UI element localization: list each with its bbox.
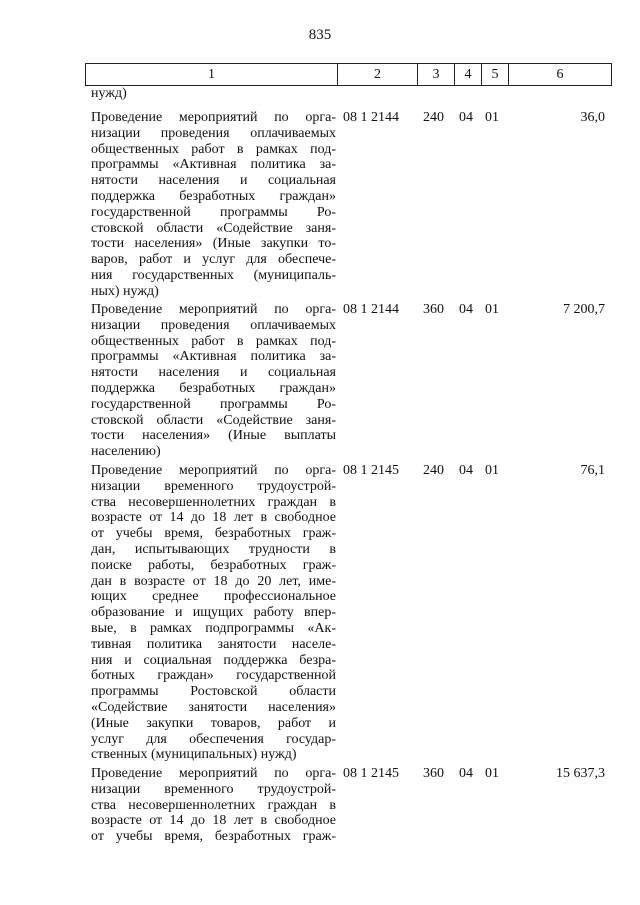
description-line: низации проведения оплачиваемых: [91, 317, 336, 333]
row-description: [91, 302, 336, 460]
description-line: Проведение мероприятий по орга-: [91, 463, 336, 478]
description-line: дан в возрасте от 18 до 20 лет, име-: [91, 573, 336, 589]
description-line: ющих среднее профессиональное: [91, 589, 336, 605]
description-line: ния и социальная поддержка безра-: [91, 652, 336, 668]
description-line: дан, испытывающих трудности в: [91, 541, 336, 557]
amount: 7 200,7: [563, 302, 605, 317]
amount: 76,1: [580, 463, 605, 478]
description-line: низации временного трудоустрой-: [91, 478, 336, 494]
description-line: поддержка безработных граждан»: [91, 380, 336, 396]
description-line: вые, в рамках подпрограммы «Ак-: [91, 620, 336, 636]
page-number: 835: [308, 27, 332, 43]
description-line: «Содействие занятости населения»: [91, 699, 336, 715]
description-line: возрасте от 14 до 18 лет в свободное: [91, 510, 336, 526]
description-line: поиске работы, безработных граж-: [91, 557, 336, 573]
description-line: общественных работ в рамках под-: [91, 141, 336, 157]
description-line: Проведение мероприятий по орга-: [91, 302, 336, 317]
description-line: ных) нужд): [91, 283, 159, 299]
target-code: 08 1 2144: [343, 110, 399, 125]
header-col-2: 2: [338, 64, 418, 86]
description-line: от учебы время, безработных граж-: [91, 829, 336, 845]
expense-type: 360: [423, 766, 444, 781]
description-line: от учебы время, безработных граж-: [91, 526, 336, 542]
description-line: программы «Активная политика за-: [91, 157, 336, 173]
subsection: 01: [485, 110, 499, 125]
header-col-4: 4: [455, 64, 482, 86]
description-line: программы Ростовской области: [91, 684, 336, 700]
amount: 36,0: [580, 110, 605, 125]
description-line: низации временного трудоустрой-: [91, 781, 336, 797]
description-line: ства несовершеннолетних граждан в: [91, 797, 336, 813]
expense-type: 360: [423, 302, 444, 317]
description-line: тивная политика занятости населе-: [91, 636, 336, 652]
description-line: низации проведения оплачиваемых: [91, 125, 336, 141]
description-line: государственной программы Ро-: [91, 204, 336, 220]
subsection: 01: [485, 766, 499, 781]
description-line: общественных работ в рамках под-: [91, 333, 336, 349]
amount: 15 637,3: [556, 766, 605, 781]
header-col-1: 1: [86, 64, 338, 86]
description-line: возрасте от 14 до 18 лет в свободное: [91, 813, 336, 829]
description-line: стовской области «Содействие заня-: [91, 412, 336, 428]
description-line: поддержка безработных граждан»: [91, 188, 336, 204]
description-line: ственных (муниципальных) нужд): [91, 747, 297, 763]
description-line: тости населения» (Иные выплаты: [91, 428, 336, 444]
description-line: стовской области «Содействие заня-: [91, 220, 336, 236]
description-line: варов, работ и услуг для обеспече-: [91, 252, 336, 268]
subsection: 01: [485, 302, 499, 317]
target-code: 08 1 2144: [343, 302, 399, 317]
row-description: [91, 766, 336, 845]
row-description: [91, 463, 336, 763]
header-col-6: 6: [509, 64, 612, 86]
header-col-3: 3: [418, 64, 455, 86]
section: 04: [459, 110, 473, 125]
description-line: Проведение мероприятий по орга-: [91, 766, 336, 781]
header-col-5: 5: [482, 64, 509, 86]
description-line: образование и ищущих работу впер-: [91, 605, 336, 621]
expense-type: 240: [423, 110, 444, 125]
section: 04: [459, 463, 473, 478]
description-line: ния государственных (муниципаль-: [91, 267, 336, 283]
description-line: (Иные закупки товаров, работ и: [91, 715, 336, 731]
expense-type: 240: [423, 463, 444, 478]
description-line: тости населения» (Иные закупки то-: [91, 236, 336, 252]
description-line: нятости населения и социальная: [91, 365, 336, 381]
description-line: государственной программы Ро-: [91, 396, 336, 412]
description-line: населению): [91, 444, 161, 460]
section: 04: [459, 302, 473, 317]
description-line: нятости населения и социальная: [91, 173, 336, 189]
description-line: ботных граждан» государственной: [91, 668, 336, 684]
target-code: 08 1 2145: [343, 463, 399, 478]
section: 04: [459, 766, 473, 781]
description-line: ства несовершеннолетних граждан в: [91, 494, 336, 510]
description-line: Проведение мероприятий по орга-: [91, 110, 336, 125]
table-header: [85, 63, 612, 86]
description-line: услуг для обеспечения государ-: [91, 731, 336, 747]
target-code: 08 1 2145: [343, 766, 399, 781]
subsection: 01: [485, 463, 499, 478]
description-line: программы «Активная политика за-: [91, 349, 336, 365]
continuation-text: нужд): [91, 86, 127, 101]
row-description: [91, 110, 336, 300]
